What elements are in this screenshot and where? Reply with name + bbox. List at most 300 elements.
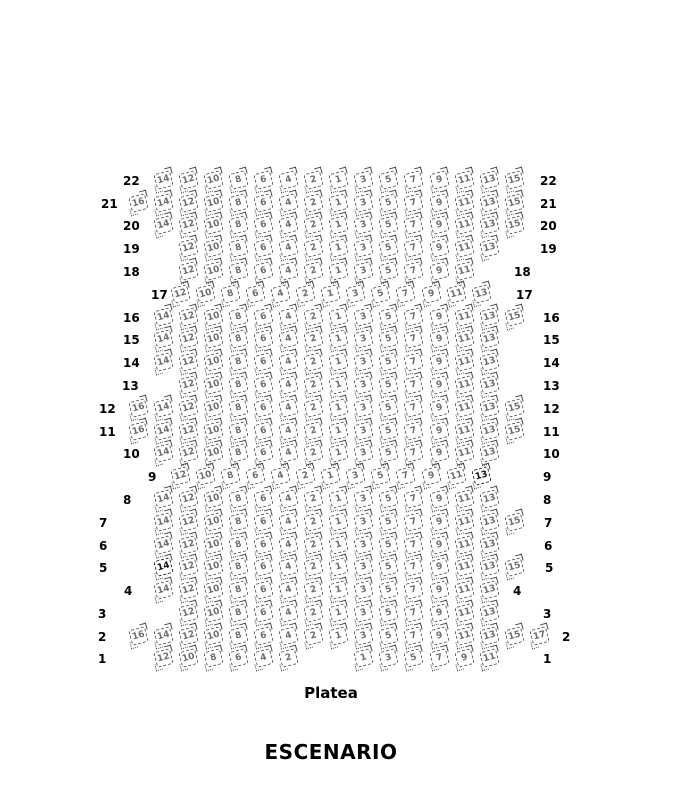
seat-row17-num7[interactable]: 7 <box>395 284 416 304</box>
seat-row10-num10[interactable]: 10 <box>203 443 224 463</box>
seat-row8-num5[interactable]: 5 <box>378 489 399 509</box>
seat-row15-num9[interactable]: 9 <box>429 329 450 349</box>
seat-row16-num2[interactable]: 2 <box>303 307 324 327</box>
seat-row12-num13[interactable]: 13 <box>479 398 500 418</box>
seat-row13-num10[interactable]: 10 <box>203 375 224 395</box>
seat-row20-num4[interactable]: 4 <box>278 215 299 235</box>
seat-row15-num1[interactable]: 1 <box>328 329 349 349</box>
seat-row21-num12[interactable]: 12 <box>178 193 199 213</box>
seat-row14-num11[interactable]: 11 <box>454 352 475 372</box>
seat-row6-num6[interactable]: 6 <box>253 535 274 555</box>
seat-row5-num6[interactable]: 6 <box>253 557 274 577</box>
seat-row7-num1[interactable]: 1 <box>328 512 349 532</box>
seat-row6-num10[interactable]: 10 <box>203 535 224 555</box>
seat-row7-num9[interactable]: 9 <box>429 512 450 532</box>
seat-row9-num9[interactable]: 9 <box>421 466 442 486</box>
seat-row7-num7[interactable]: 7 <box>403 512 424 532</box>
seat-row18-num2[interactable]: 2 <box>303 261 324 281</box>
seat-row15-num5[interactable]: 5 <box>378 329 399 349</box>
seat-row3-num13[interactable]: 13 <box>479 603 500 623</box>
seat-row11-num6[interactable]: 6 <box>253 421 274 441</box>
seat-row3-num8[interactable]: 8 <box>228 603 249 623</box>
seat-row6-num9[interactable]: 9 <box>429 535 450 555</box>
seat-row16-num14[interactable]: 14 <box>153 307 174 327</box>
seat-row21-num14[interactable]: 14 <box>153 193 174 213</box>
seat-row21-num9[interactable]: 9 <box>429 193 450 213</box>
seat-row1-num6[interactable]: 6 <box>228 648 249 668</box>
seat-row16-num15[interactable]: 15 <box>504 307 525 327</box>
seat-row8-num7[interactable]: 7 <box>403 489 424 509</box>
seat-row14-num3[interactable]: 3 <box>353 352 374 372</box>
seat-row15-num6[interactable]: 6 <box>253 329 274 349</box>
seat-row5-num4[interactable]: 4 <box>278 557 299 577</box>
seat-row10-num8[interactable]: 8 <box>228 443 249 463</box>
seat-row3-num12[interactable]: 12 <box>178 603 199 623</box>
seat-row2-num10[interactable]: 10 <box>203 626 224 646</box>
seat-row8-num14[interactable]: 14 <box>153 489 174 509</box>
seat-row12-num7[interactable]: 7 <box>403 398 424 418</box>
seat-row10-num2[interactable]: 2 <box>303 443 324 463</box>
seat-row18-num7[interactable]: 7 <box>403 261 424 281</box>
seat-row5-num2[interactable]: 2 <box>303 557 324 577</box>
seat-row14-num12[interactable]: 12 <box>178 352 199 372</box>
seat-row2-num3[interactable]: 3 <box>353 626 374 646</box>
seat-row14-num10[interactable]: 10 <box>203 352 224 372</box>
seat-row9-num3[interactable]: 3 <box>345 466 366 486</box>
seat-row22-num6[interactable]: 6 <box>253 170 274 190</box>
seat-row21-num8[interactable]: 8 <box>228 193 249 213</box>
seat-row8-num2[interactable]: 2 <box>303 489 324 509</box>
seat-row14-num1[interactable]: 1 <box>328 352 349 372</box>
seat-row17-num6[interactable]: 6 <box>245 284 266 304</box>
seat-row12-num2[interactable]: 2 <box>303 398 324 418</box>
seat-row1-num4[interactable]: 4 <box>253 648 274 668</box>
seat-row20-num15[interactable]: 15 <box>504 215 525 235</box>
seat-row10-num11[interactable]: 11 <box>454 443 475 463</box>
seat-row12-num11[interactable]: 11 <box>454 398 475 418</box>
seat-row10-num1[interactable]: 1 <box>328 443 349 463</box>
seat-row7-num10[interactable]: 10 <box>203 512 224 532</box>
seat-row18-num11[interactable]: 11 <box>454 261 475 281</box>
seat-row3-num1[interactable]: 1 <box>328 603 349 623</box>
seat-row16-num3[interactable]: 3 <box>353 307 374 327</box>
seat-row21-num10[interactable]: 10 <box>203 193 224 213</box>
seat-row18-num5[interactable]: 5 <box>378 261 399 281</box>
seat-row4-num14[interactable]: 14 <box>153 580 174 600</box>
seat-row22-num8[interactable]: 8 <box>228 170 249 190</box>
seat-row12-num6[interactable]: 6 <box>253 398 274 418</box>
seat-row7-num14[interactable]: 14 <box>153 512 174 532</box>
seat-row13-num5[interactable]: 5 <box>378 375 399 395</box>
seat-row10-num12[interactable]: 12 <box>178 443 199 463</box>
seat-row5-num3[interactable]: 3 <box>353 557 374 577</box>
seat-row19-num2[interactable]: 2 <box>303 238 324 258</box>
seat-row10-num7[interactable]: 7 <box>403 443 424 463</box>
seat-row11-num3[interactable]: 3 <box>353 421 374 441</box>
seat-row14-num5[interactable]: 5 <box>378 352 399 372</box>
seat-row19-num7[interactable]: 7 <box>403 238 424 258</box>
seat-row7-num13[interactable]: 13 <box>479 512 500 532</box>
seat-row14-num7[interactable]: 7 <box>403 352 424 372</box>
seat-row1-num10[interactable]: 10 <box>178 648 199 668</box>
seat-row8-num4[interactable]: 4 <box>278 489 299 509</box>
seat-row22-num10[interactable]: 10 <box>203 170 224 190</box>
seat-row21-num4[interactable]: 4 <box>278 193 299 213</box>
seat-row2-num5[interactable]: 5 <box>378 626 399 646</box>
seat-row20-num12[interactable]: 12 <box>178 215 199 235</box>
seat-row21-num5[interactable]: 5 <box>378 193 399 213</box>
seat-row1-num11[interactable]: 11 <box>479 648 500 668</box>
seat-row15-num3[interactable]: 3 <box>353 329 374 349</box>
seat-row20-num8[interactable]: 8 <box>228 215 249 235</box>
seat-row20-num3[interactable]: 3 <box>353 215 374 235</box>
seat-row12-num12[interactable]: 12 <box>178 398 199 418</box>
seat-row18-num10[interactable]: 10 <box>203 261 224 281</box>
seat-row22-num11[interactable]: 11 <box>454 170 475 190</box>
seat-row9-num11[interactable]: 11 <box>446 466 467 486</box>
seat-row16-num11[interactable]: 11 <box>454 307 475 327</box>
seat-row4-num5[interactable]: 5 <box>378 580 399 600</box>
seat-row8-num6[interactable]: 6 <box>253 489 274 509</box>
seat-row5-num14[interactable]: 14 <box>153 557 174 577</box>
seat-row11-num7[interactable]: 7 <box>403 421 424 441</box>
seat-row22-num15[interactable]: 15 <box>504 170 525 190</box>
seat-row12-num4[interactable]: 4 <box>278 398 299 418</box>
seat-row16-num13[interactable]: 13 <box>479 307 500 327</box>
seat-row17-num10[interactable]: 10 <box>195 284 216 304</box>
seat-row12-num14[interactable]: 14 <box>153 398 174 418</box>
seat-row17-num1[interactable]: 1 <box>320 284 341 304</box>
seat-row15-num4[interactable]: 4 <box>278 329 299 349</box>
seat-row22-num3[interactable]: 3 <box>353 170 374 190</box>
seat-row1-num7[interactable]: 7 <box>429 648 450 668</box>
seat-row20-num7[interactable]: 7 <box>403 215 424 235</box>
seat-row1-num8[interactable]: 8 <box>203 648 224 668</box>
seat-row19-num9[interactable]: 9 <box>429 238 450 258</box>
seat-row5-num9[interactable]: 9 <box>429 557 450 577</box>
seat-row15-num11[interactable]: 11 <box>454 329 475 349</box>
seat-row12-num10[interactable]: 10 <box>203 398 224 418</box>
seat-row14-num13[interactable]: 13 <box>479 352 500 372</box>
seat-row4-num1[interactable]: 1 <box>328 580 349 600</box>
seat-row19-num12[interactable]: 12 <box>178 238 199 258</box>
seat-row22-num7[interactable]: 7 <box>403 170 424 190</box>
seat-row11-num16[interactable]: 16 <box>128 421 149 441</box>
seat-row17-num5[interactable]: 5 <box>370 284 391 304</box>
seat-row6-num8[interactable]: 8 <box>228 535 249 555</box>
seat-row3-num3[interactable]: 3 <box>353 603 374 623</box>
seat-row21-num15[interactable]: 15 <box>504 193 525 213</box>
seat-row18-num4[interactable]: 4 <box>278 261 299 281</box>
seat-row17-num3[interactable]: 3 <box>345 284 366 304</box>
seat-row9-num7[interactable]: 7 <box>395 466 416 486</box>
seat-row2-num2[interactable]: 2 <box>303 626 324 646</box>
seat-row13-num12[interactable]: 12 <box>178 375 199 395</box>
seat-row9-num1[interactable]: 1 <box>320 466 341 486</box>
seat-row16-num8[interactable]: 8 <box>228 307 249 327</box>
seat-row4-num12[interactable]: 12 <box>178 580 199 600</box>
seat-row1-num2[interactable]: 2 <box>278 648 299 668</box>
seat-row16-num4[interactable]: 4 <box>278 307 299 327</box>
seat-row21-num16[interactable]: 16 <box>128 193 149 213</box>
seat-row2-num4[interactable]: 4 <box>278 626 299 646</box>
seat-row19-num1[interactable]: 1 <box>328 238 349 258</box>
seat-row8-num1[interactable]: 1 <box>328 489 349 509</box>
seat-row9-num5[interactable]: 5 <box>370 466 391 486</box>
seat-row9-num13[interactable]: 13 <box>471 466 492 486</box>
seat-row11-num4[interactable]: 4 <box>278 421 299 441</box>
seat-row4-num10[interactable]: 10 <box>203 580 224 600</box>
seat-row4-num13[interactable]: 13 <box>479 580 500 600</box>
seat-row2-num16[interactable]: 16 <box>128 626 149 646</box>
seat-row6-num1[interactable]: 1 <box>328 535 349 555</box>
seat-row20-num9[interactable]: 9 <box>429 215 450 235</box>
seat-row2-num11[interactable]: 11 <box>454 626 475 646</box>
seat-row18-num6[interactable]: 6 <box>253 261 274 281</box>
seat-row5-num13[interactable]: 13 <box>479 557 500 577</box>
seat-row1-num5[interactable]: 5 <box>403 648 424 668</box>
seat-row15-num13[interactable]: 13 <box>479 329 500 349</box>
seat-row15-num12[interactable]: 12 <box>178 329 199 349</box>
seat-row9-num6[interactable]: 6 <box>245 466 266 486</box>
seat-row20-num2[interactable]: 2 <box>303 215 324 235</box>
seat-row9-num8[interactable]: 8 <box>220 466 241 486</box>
seat-row3-num2[interactable]: 2 <box>303 603 324 623</box>
seat-row16-num1[interactable]: 1 <box>328 307 349 327</box>
seat-row5-num12[interactable]: 12 <box>178 557 199 577</box>
seat-row13-num13[interactable]: 13 <box>479 375 500 395</box>
seat-row2-num14[interactable]: 14 <box>153 626 174 646</box>
seat-row22-num12[interactable]: 12 <box>178 170 199 190</box>
seat-row22-num13[interactable]: 13 <box>479 170 500 190</box>
seat-row15-num2[interactable]: 2 <box>303 329 324 349</box>
seat-row6-num2[interactable]: 2 <box>303 535 324 555</box>
seat-row1-num3[interactable]: 3 <box>378 648 399 668</box>
seat-row15-num7[interactable]: 7 <box>403 329 424 349</box>
seat-row18-num1[interactable]: 1 <box>328 261 349 281</box>
seat-row13-num3[interactable]: 3 <box>353 375 374 395</box>
seat-row20-num5[interactable]: 5 <box>378 215 399 235</box>
seat-row8-num3[interactable]: 3 <box>353 489 374 509</box>
seat-row13-num4[interactable]: 4 <box>278 375 299 395</box>
seat-row7-num6[interactable]: 6 <box>253 512 274 532</box>
seat-row11-num1[interactable]: 1 <box>328 421 349 441</box>
seat-row17-num9[interactable]: 9 <box>421 284 442 304</box>
seat-row21-num6[interactable]: 6 <box>253 193 274 213</box>
seat-row4-num2[interactable]: 2 <box>303 580 324 600</box>
seat-row3-num6[interactable]: 6 <box>253 603 274 623</box>
seat-row21-num11[interactable]: 11 <box>454 193 475 213</box>
seat-row13-num11[interactable]: 11 <box>454 375 475 395</box>
seat-row6-num7[interactable]: 7 <box>403 535 424 555</box>
seat-row2-num13[interactable]: 13 <box>479 626 500 646</box>
seat-row2-num7[interactable]: 7 <box>403 626 424 646</box>
seat-row10-num3[interactable]: 3 <box>353 443 374 463</box>
seat-row12-num16[interactable]: 16 <box>128 398 149 418</box>
seat-row18-num9[interactable]: 9 <box>429 261 450 281</box>
seat-row12-num8[interactable]: 8 <box>228 398 249 418</box>
seat-row22-num2[interactable]: 2 <box>303 170 324 190</box>
seat-row17-num13[interactable]: 13 <box>471 284 492 304</box>
seat-row4-num7[interactable]: 7 <box>403 580 424 600</box>
seat-row14-num2[interactable]: 2 <box>303 352 324 372</box>
seat-row12-num9[interactable]: 9 <box>429 398 450 418</box>
seat-row11-num11[interactable]: 11 <box>454 421 475 441</box>
seat-row2-num9[interactable]: 9 <box>429 626 450 646</box>
seat-row10-num5[interactable]: 5 <box>378 443 399 463</box>
seat-row4-num3[interactable]: 3 <box>353 580 374 600</box>
seat-row4-num11[interactable]: 11 <box>454 580 475 600</box>
seat-row19-num8[interactable]: 8 <box>228 238 249 258</box>
seat-row9-num2[interactable]: 2 <box>295 466 316 486</box>
seat-row6-num12[interactable]: 12 <box>178 535 199 555</box>
seat-row16-num6[interactable]: 6 <box>253 307 274 327</box>
seat-row17-num12[interactable]: 12 <box>170 284 191 304</box>
seat-row20-num13[interactable]: 13 <box>479 215 500 235</box>
seat-row2-num17[interactable]: 17 <box>529 626 550 646</box>
seat-row14-num8[interactable]: 8 <box>228 352 249 372</box>
seat-row21-num2[interactable]: 2 <box>303 193 324 213</box>
seat-row14-num9[interactable]: 9 <box>429 352 450 372</box>
seat-row17-num4[interactable]: 4 <box>270 284 291 304</box>
seat-row7-num4[interactable]: 4 <box>278 512 299 532</box>
seat-row7-num3[interactable]: 3 <box>353 512 374 532</box>
seat-row4-num9[interactable]: 9 <box>429 580 450 600</box>
seat-row7-num8[interactable]: 8 <box>228 512 249 532</box>
seat-row3-num10[interactable]: 10 <box>203 603 224 623</box>
seat-row20-num1[interactable]: 1 <box>328 215 349 235</box>
seat-row5-num7[interactable]: 7 <box>403 557 424 577</box>
seat-row2-num12[interactable]: 12 <box>178 626 199 646</box>
seat-row2-num8[interactable]: 8 <box>228 626 249 646</box>
seat-row13-num6[interactable]: 6 <box>253 375 274 395</box>
seat-row6-num13[interactable]: 13 <box>479 535 500 555</box>
seat-row6-num11[interactable]: 11 <box>454 535 475 555</box>
seat-row20-num14[interactable]: 14 <box>153 215 174 235</box>
seat-row8-num9[interactable]: 9 <box>429 489 450 509</box>
seat-row14-num4[interactable]: 4 <box>278 352 299 372</box>
seat-row12-num1[interactable]: 1 <box>328 398 349 418</box>
seat-row4-num4[interactable]: 4 <box>278 580 299 600</box>
seat-row19-num13[interactable]: 13 <box>479 238 500 258</box>
seat-row17-num2[interactable]: 2 <box>295 284 316 304</box>
seat-row14-num14[interactable]: 14 <box>153 352 174 372</box>
seat-row3-num9[interactable]: 9 <box>429 603 450 623</box>
seat-row2-num15[interactable]: 15 <box>504 626 525 646</box>
seat-row6-num4[interactable]: 4 <box>278 535 299 555</box>
seat-row6-num3[interactable]: 3 <box>353 535 374 555</box>
seat-row18-num8[interactable]: 8 <box>228 261 249 281</box>
seat-row13-num7[interactable]: 7 <box>403 375 424 395</box>
seat-row22-num4[interactable]: 4 <box>278 170 299 190</box>
seat-row1-num1[interactable]: 1 <box>353 648 374 668</box>
seat-row8-num13[interactable]: 13 <box>479 489 500 509</box>
seat-row11-num2[interactable]: 2 <box>303 421 324 441</box>
seat-row14-num6[interactable]: 6 <box>253 352 274 372</box>
seat-row20-num10[interactable]: 10 <box>203 215 224 235</box>
seat-row11-num15[interactable]: 15 <box>504 421 525 441</box>
seat-row21-num3[interactable]: 3 <box>353 193 374 213</box>
seat-row9-num10[interactable]: 10 <box>195 466 216 486</box>
seat-row20-num6[interactable]: 6 <box>253 215 274 235</box>
seat-row21-num7[interactable]: 7 <box>403 193 424 213</box>
seat-row11-num9[interactable]: 9 <box>429 421 450 441</box>
seat-row20-num11[interactable]: 11 <box>454 215 475 235</box>
seat-row22-num9[interactable]: 9 <box>429 170 450 190</box>
seat-row5-num5[interactable]: 5 <box>378 557 399 577</box>
seat-row16-num12[interactable]: 12 <box>178 307 199 327</box>
seat-row5-num1[interactable]: 1 <box>328 557 349 577</box>
seat-row22-num5[interactable]: 5 <box>378 170 399 190</box>
seat-row16-num5[interactable]: 5 <box>378 307 399 327</box>
seat-row10-num14[interactable]: 14 <box>153 443 174 463</box>
seat-row8-num11[interactable]: 11 <box>454 489 475 509</box>
seat-row11-num10[interactable]: 10 <box>203 421 224 441</box>
seat-row18-num12[interactable]: 12 <box>178 261 199 281</box>
seat-row15-num8[interactable]: 8 <box>228 329 249 349</box>
seat-row21-num13[interactable]: 13 <box>479 193 500 213</box>
seat-row12-num3[interactable]: 3 <box>353 398 374 418</box>
seat-row10-num9[interactable]: 9 <box>429 443 450 463</box>
seat-row13-num2[interactable]: 2 <box>303 375 324 395</box>
seat-row2-num6[interactable]: 6 <box>253 626 274 646</box>
seat-row8-num12[interactable]: 12 <box>178 489 199 509</box>
seat-row5-num11[interactable]: 11 <box>454 557 475 577</box>
seat-row10-num13[interactable]: 13 <box>479 443 500 463</box>
seat-row6-num5[interactable]: 5 <box>378 535 399 555</box>
seat-row3-num5[interactable]: 5 <box>378 603 399 623</box>
seat-row17-num8[interactable]: 8 <box>220 284 241 304</box>
seat-row22-num14[interactable]: 14 <box>153 170 174 190</box>
seat-row11-num14[interactable]: 14 <box>153 421 174 441</box>
seat-row11-num12[interactable]: 12 <box>178 421 199 441</box>
seat-row16-num10[interactable]: 10 <box>203 307 224 327</box>
seat-row16-num9[interactable]: 9 <box>429 307 450 327</box>
seat-row13-num9[interactable]: 9 <box>429 375 450 395</box>
seat-row22-num1[interactable]: 1 <box>328 170 349 190</box>
seat-row5-num10[interactable]: 10 <box>203 557 224 577</box>
seat-row19-num5[interactable]: 5 <box>378 238 399 258</box>
seat-row5-num8[interactable]: 8 <box>228 557 249 577</box>
seat-row15-num14[interactable]: 14 <box>153 329 174 349</box>
seat-row11-num8[interactable]: 8 <box>228 421 249 441</box>
seat-row7-num15[interactable]: 15 <box>504 512 525 532</box>
seat-row10-num4[interactable]: 4 <box>278 443 299 463</box>
seat-row19-num11[interactable]: 11 <box>454 238 475 258</box>
seat-row11-num13[interactable]: 13 <box>479 421 500 441</box>
seat-row17-num11[interactable]: 11 <box>446 284 467 304</box>
seat-row7-num5[interactable]: 5 <box>378 512 399 532</box>
seat-row12-num5[interactable]: 5 <box>378 398 399 418</box>
seat-row11-num5[interactable]: 5 <box>378 421 399 441</box>
seat-row9-num12[interactable]: 12 <box>170 466 191 486</box>
seat-row19-num3[interactable]: 3 <box>353 238 374 258</box>
seat-row18-num3[interactable]: 3 <box>353 261 374 281</box>
seat-row8-num10[interactable]: 10 <box>203 489 224 509</box>
seat-row12-num15[interactable]: 15 <box>504 398 525 418</box>
seat-row10-num6[interactable]: 6 <box>253 443 274 463</box>
seat-row19-num10[interactable]: 10 <box>203 238 224 258</box>
seat-row15-num10[interactable]: 10 <box>203 329 224 349</box>
seat-row7-num11[interactable]: 11 <box>454 512 475 532</box>
seat-row9-num4[interactable]: 4 <box>270 466 291 486</box>
seat-row19-num6[interactable]: 6 <box>253 238 274 258</box>
seat-row16-num7[interactable]: 7 <box>403 307 424 327</box>
seat-row13-num1[interactable]: 1 <box>328 375 349 395</box>
seat-row7-num12[interactable]: 12 <box>178 512 199 532</box>
seat-row3-num11[interactable]: 11 <box>454 603 475 623</box>
seat-row2-num1[interactable]: 1 <box>328 626 349 646</box>
